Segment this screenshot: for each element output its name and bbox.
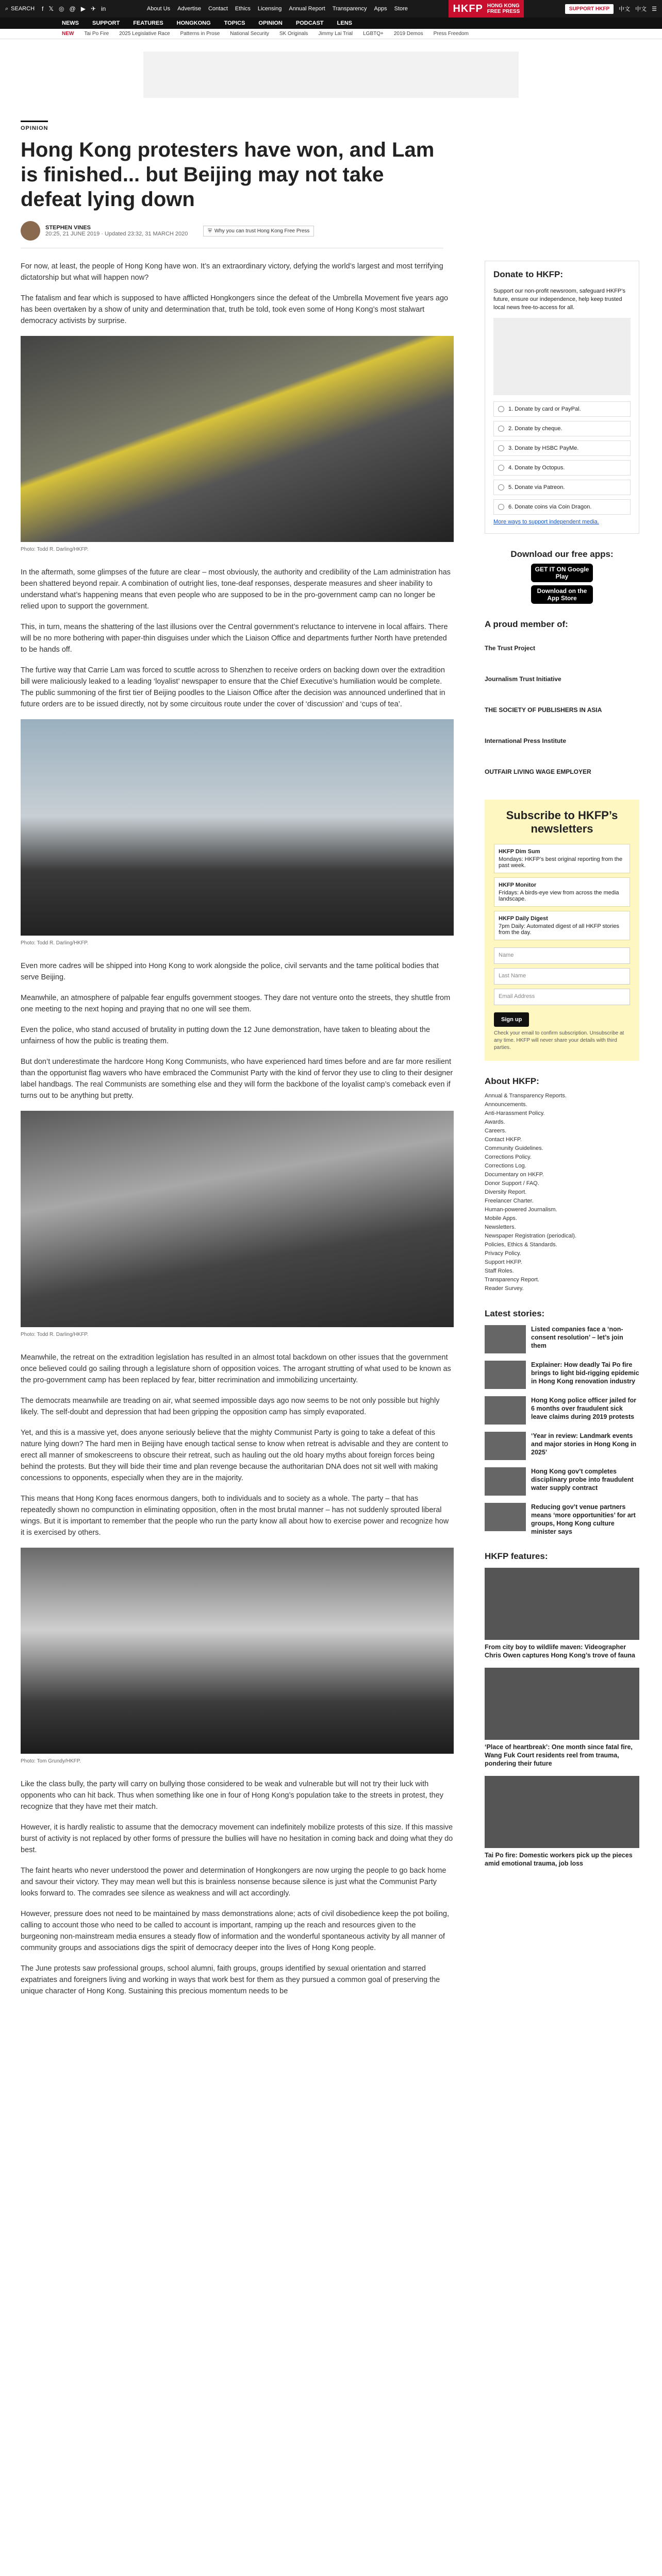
feature-image: [485, 1668, 639, 1740]
features-block: [485, 1551, 639, 1868]
search-icon: ⌕: [5, 5, 9, 12]
nav-item[interactable]: PODCAST: [295, 20, 324, 26]
radio-button[interactable]: [498, 484, 504, 490]
support-hkfp-button[interactable]: SUPPORT HKFP: [565, 4, 614, 14]
story-title: Hong Kong police officer jailed for 6 months over fraudulent sick leave claims during 2019 protests: [531, 1397, 637, 1420]
site-logo[interactable]: HKFP HONG KONG FREE PRESS: [449, 0, 524, 18]
radio-button[interactable]: [498, 465, 504, 471]
youtube-icon[interactable]: ▶: [80, 5, 86, 12]
newsletter-name: HKFP Monitor: [499, 882, 537, 888]
article-paragraph: But don’t underestimate the hardcore Hong Kong Communists, who have experienced hard times before and are far more resilient than the opportunist flag wavers who have embraced the Communist Party with the kind of fervor they use to cling to their designer label handbags. The real Communists are something else and they will form the backbone of the loyalist camp’s comeback even if turns out to be anything but pretty.: [21, 1058, 453, 1100]
photo-caption-4: Photo: Tom Grundy/HKFP.: [21, 1758, 81, 1764]
ticker-item[interactable]: Tai Po Fire: [84, 31, 109, 37]
latest-block: [485, 1309, 639, 1536]
latest-story[interactable]: [485, 1325, 639, 1353]
story-thumbnail: [485, 1432, 526, 1460]
apps-block: [485, 549, 639, 604]
top-link[interactable]: About Us: [146, 6, 171, 12]
top-link[interactable]: Store: [394, 6, 408, 12]
newsletter-desc: Fridays: A birds-eye view from across the media landscape.: [499, 890, 619, 902]
nav-item[interactable]: NEWS: [62, 20, 79, 26]
article-paragraph: The June protests saw professional groups, school alumni, faith groups, groups identified by sexual orientation and starred expatriates and foreigners living and working in ways that work best for them as they pursued a common goal of preserving the unique character of Hong Kong. Sustaining this precious momentum needs to be: [21, 1964, 440, 1995]
logo-line-1: HONG KONG: [487, 3, 520, 9]
article-photo-2: [21, 719, 454, 936]
donate-option-label: 3. Donate by HSBC PayMe.: [508, 445, 579, 451]
article-paragraph: Meanwhile, the retreat on the extradition legislation has resulted in an almost total backdown on other issues that the government once believed could go sailing through a legislature shorn of opposition voices. The arrogant strutting of what used to be known as the pro-government camp has been replaced by fear, bitter recrimination and immobilizing uncertainty.: [21, 1353, 451, 1384]
newsletter-option[interactable]: [494, 877, 630, 907]
newsletter-desc: Mondays: HKFP’s best original reporting from the past week.: [499, 856, 623, 869]
feature-story[interactable]: [485, 1776, 639, 1868]
topic-ticker: [0, 29, 662, 39]
article-title: Hong Kong protesters have won, and Lam is finished... but Beijing may not take defeat lying down: [21, 139, 435, 211]
nav-item[interactable]: HONGKONG: [176, 20, 211, 26]
ticker-item[interactable]: National Security: [230, 31, 269, 37]
social-links: [42, 5, 106, 12]
donate-option-label: 2. Donate by cheque.: [508, 426, 562, 432]
article-body: [21, 261, 454, 2006]
top-link[interactable]: Licensing: [257, 6, 282, 12]
story-title: Explainer: How deadly Tai Po fire brings to light bid-rigging epidemic in Hong Kong renovation industry: [531, 1361, 639, 1385]
section-label[interactable]: OPINION: [21, 121, 48, 131]
donate-option[interactable]: [493, 499, 631, 515]
article-paragraph: Even the police, who stand accused of brutality in putting down the 12 June demonstration, have taken to bleating about the unfairness of how the public is treating them.: [21, 1026, 431, 1045]
donate-option[interactable]: [493, 421, 631, 436]
latest-story[interactable]: [485, 1467, 639, 1496]
partner-logo[interactable]: The Trust Project: [485, 645, 536, 652]
main-nav: [0, 18, 662, 29]
top-link[interactable]: Transparency: [332, 6, 367, 12]
facebook-icon[interactable]: f: [42, 5, 44, 12]
shield-icon: ⛨: [208, 228, 212, 234]
menu-icon[interactable]: ☰: [652, 6, 657, 12]
top-link[interactable]: Ethics: [235, 6, 251, 12]
donate-option-label: 5. Donate via Patreon.: [508, 484, 565, 490]
top-link[interactable]: Advertise: [177, 6, 201, 12]
about-link[interactable]: Human-powered Journalism.: [485, 1207, 557, 1213]
about-link[interactable]: Mobile Apps.: [485, 1215, 517, 1222]
donate-option-label: 1. Donate by card or PayPal.: [508, 406, 581, 412]
ticker-item[interactable]: SK Originals: [279, 31, 308, 37]
story-title: Reducing gov’t venue partners means ‘more opportunities’ for art groups, Hong Kong culture minister says: [531, 1503, 636, 1535]
top-links: [147, 6, 408, 12]
article-paragraph: For now, at least, the people of Hong Kong have won. It’s an extraordinary victory, defying the world’s largest and most terrifying dictatorship but what will happen now?: [21, 262, 443, 282]
article-paragraph: This, in turn, means the shattering of the last illusions over the Central government’s reluctance to intervene in local affairs. There will be no more bothering with paper-thin disguises under which the Liaison Office and departments further North have pretended to be hands off.: [21, 623, 448, 654]
publish-date: 20:25, 21 JUNE 2019 · Updated 23:32, 31 MARCH 2020: [45, 231, 188, 237]
partner-logo[interactable]: THE SOCIETY OF PUBLISHERS IN ASIA: [485, 706, 602, 714]
zh-link[interactable]: 中文: [635, 6, 647, 12]
donate-text[interactable]: Support our non-profit newsroom, safeguard HKFP’s future, ensure our independence, help keep trusted local news free-to-access for all.: [493, 288, 625, 311]
top-link[interactable]: Contact: [208, 6, 228, 12]
ticker-item[interactable]: Press Freedom: [433, 31, 469, 37]
ticker-item[interactable]: 2025 Legislative Race: [119, 31, 170, 37]
article-photo-3: [21, 1111, 454, 1327]
about-link[interactable]: Privacy Policy.: [485, 1250, 521, 1257]
feature-image: [485, 1776, 639, 1848]
donate-option-label: 6. Donate coins via Coin Dragon.: [508, 504, 592, 510]
app-store-badge[interactable]: Download on the App Store: [531, 585, 593, 604]
radio-button[interactable]: [498, 445, 504, 451]
story-thumbnail: [485, 1396, 526, 1425]
members-title: A proud member of:: [485, 619, 568, 629]
donate-option[interactable]: [493, 460, 631, 476]
top-link[interactable]: Apps: [374, 6, 387, 12]
article-paragraph: Even more cadres will be shipped into Hong Kong to work alongside the police, civil servants and the tame political bodies that serve Beijing.: [21, 962, 439, 981]
feature-image: [485, 1568, 639, 1640]
article-paragraph: Meanwhile, an atmosphere of palpable fear engulfs government stooges. They dare not venture onto the streets, they shuttle from one meeting to the next hoping and praying that no one will see them.: [21, 994, 451, 1013]
newsletter-desc: 7pm Daily: Automated digest of all HKFP stories from the day.: [499, 923, 619, 936]
newsletter-name: HKFP Dim Sum: [499, 849, 540, 855]
radio-button[interactable]: [498, 406, 504, 412]
ticker-item[interactable]: LGBTQ+: [363, 31, 384, 37]
radio-button[interactable]: [498, 426, 504, 432]
about-link[interactable]: Community Guidelines.: [485, 1145, 543, 1151]
google-play-badge[interactable]: GET IT ON Google Play: [531, 564, 593, 582]
about-link[interactable]: Support HKFP.: [485, 1259, 522, 1265]
byline: [21, 221, 443, 248]
article-paragraph: Yet, and this is a massive yet, does anyone seriously believe that the mighty Communist Party is going to take a defeat of this nature lying down? The hard men in Beijing have enough tactical sense to know when retreat is advisable and they are content to erect all manner of smokescreens to obscure their retreat, such as hauling out the old hoary myths about foreign forces being behind the protests. But they will bide their time and plan revenge because the authoritarian DNA does not sit well with making concessions to opponents, especially when they are in the majority.: [21, 1429, 449, 1482]
donate-option-label: 4. Donate by Octopus.: [508, 465, 565, 471]
photo-caption-2: Photo: Todd R. Darling/HKFP.: [21, 940, 89, 946]
ad-banner[interactable]: [143, 52, 519, 98]
story-thumbnail: [485, 1325, 526, 1353]
article-photo-4: [21, 1548, 454, 1754]
story-thumbnail: [485, 1361, 526, 1389]
article-paragraph: This means that Hong Kong faces enormous dangers, both to individuals and to society as a whole. The party – that has repeatedly shown no compunction in eliminating opposition, often in the most brutal manner – has not suddenly sprouted liberal wings. But it is important to remember that the people who run the party know all about how to exercise power and recognize how it is exercised by others.: [21, 1495, 449, 1537]
article-paragraph: The furtive way that Carrie Lam was forced to scuttle across to Shenzhen to receive orders on backing down over the extradition bill were maliciously leaked to a leading ‘loyalist’ newspaper to ensure that the Chief Executive’s humiliation would be complete. The public summoning of the first tier of Beijing poodles to the Liaison Office after the decision was announced underlined that in future orders are to be issued directly, not by some circuitous route under the cover of ‘discussion’ and ‘cups of tea’.: [21, 666, 445, 708]
article-paragraph: In the aftermath, some glimpses of the future are clear – most obviously, the authority and credibility of the Lam administration has been shattered beyond repair. A combination of outright lies, tone-deaf responses, desperate measures and sheer inability to understand what’s happening means that even people who are supposed to be in the pro-government camp can no longer be relied upon to support the government.: [21, 568, 451, 611]
newsletter-option[interactable]: [494, 911, 630, 940]
newsletter-option[interactable]: [494, 844, 630, 873]
about-link[interactable]: Corrections Log.: [485, 1163, 526, 1169]
newsletter-input[interactable]: Last Name: [494, 968, 630, 985]
donate-option[interactable]: [493, 440, 631, 456]
more-ways-link[interactable]: More ways to support independent media.: [493, 519, 599, 525]
about-link[interactable]: Careers.: [485, 1128, 507, 1134]
telegram-icon[interactable]: ✈: [90, 5, 96, 12]
logo-line-2: FREE PRESS: [487, 9, 520, 14]
story-title: ‘Year in review: Landmark events and major stories in Hong Kong in 2025’: [531, 1432, 637, 1456]
about-link[interactable]: Contact HKFP.: [485, 1137, 522, 1143]
linkedin-icon[interactable]: in: [101, 5, 106, 12]
latest-story[interactable]: [485, 1432, 639, 1460]
story-title: Listed companies face a ‘non-consent resolution’ – let’s join them: [531, 1326, 623, 1349]
features-title: HKFP features:: [485, 1551, 548, 1561]
about-link[interactable]: Staff Roles.: [485, 1268, 514, 1274]
top-link[interactable]: Annual Report: [289, 6, 325, 12]
story-thumbnail: [485, 1503, 526, 1531]
ticker-item[interactable]: 2019 Demos: [393, 31, 423, 37]
nav-item[interactable]: FEATURES: [133, 20, 163, 26]
partner-logo[interactable]: Journalism Trust Initiative: [485, 675, 561, 683]
top-bar: [0, 0, 662, 18]
donate-option[interactable]: [493, 401, 631, 417]
latest-story[interactable]: [485, 1396, 639, 1425]
article-paragraph: However, it is hardly realistic to assume that the democracy movement can indefinitely mobilize protests of this size. If this massive burst of activity is not replaced by other forms of pressure the bullies will have no hesitation in coming back and doing what they do best.: [21, 1823, 453, 1854]
donate-option[interactable]: [493, 480, 631, 495]
about-link[interactable]: Newspaper Registration (periodical).: [485, 1233, 576, 1239]
about-link[interactable]: Anti-Harassment Policy.: [485, 1110, 545, 1116]
about-link[interactable]: Freelancer Charter.: [485, 1198, 534, 1204]
feature-story[interactable]: [485, 1568, 639, 1659]
language-switch[interactable]: 中文: [619, 6, 631, 12]
story-thumbnail: [485, 1467, 526, 1496]
signup-button[interactable]: Sign up: [494, 1012, 529, 1027]
article-paragraph: Like the class bully, the party will carry on bullying those considered to be weak and vulnerable but will not try their luck with opponents who can hit back. Thus when something like one in four of Hong Kong’s population take to the streets in protest, they recognize that they have met their match.: [21, 1780, 444, 1811]
feature-title: Tai Po fire: Domestic workers pick up the pieces amid emotional trauma, job loss: [485, 1852, 633, 1867]
feature-title: ‘Place of heartbreak’: One month since fatal fire, Wang Fuk Court residents reel from trauma, pondering their future: [485, 1743, 633, 1767]
about-link[interactable]: Transparency Report.: [485, 1277, 539, 1283]
about-link[interactable]: Donor Support / FAQ.: [485, 1180, 539, 1187]
ticker-item[interactable]: Jimmy Lai Trial: [318, 31, 353, 37]
ticker-item[interactable]: Patterns in Prose: [180, 31, 220, 37]
instagram-icon[interactable]: ◎: [59, 5, 64, 12]
newsletter-box: [485, 800, 639, 1061]
about-link[interactable]: Announcements.: [485, 1101, 527, 1108]
twitter-icon[interactable]: 𝕏: [48, 5, 54, 12]
about-link[interactable]: Documentary on HKFP.: [485, 1172, 544, 1178]
about-title: About HKFP:: [485, 1076, 539, 1086]
article-paragraph: The democrats meanwhile are treading on air, what seemed impossible days ago now seems to be not only possible but highly likely. The self-doubt and depression that had been gripping the opposition camp has simply evaporated.: [21, 1397, 440, 1416]
latest-story[interactable]: [485, 1361, 639, 1389]
newsletter-input[interactable]: Email Address: [494, 989, 630, 1005]
photo-caption-3: Photo: Todd R. Darling/HKFP.: [21, 1332, 89, 1337]
article-photo-1: [21, 336, 454, 542]
nav-item[interactable]: SUPPORT: [92, 20, 120, 26]
about-link[interactable]: Annual & Transparency Reports.: [485, 1093, 567, 1099]
about-link[interactable]: Policies, Ethics & Standards.: [485, 1242, 557, 1248]
donate-image: [493, 318, 631, 395]
partner-logo[interactable]: OUTFAIR LIVING WAGE EMPLOYER: [485, 768, 591, 775]
about-link[interactable]: Awards.: [485, 1119, 505, 1125]
newsletter-title: Subscribe to HKFP’s newsletters: [506, 809, 618, 835]
newsletter-input[interactable]: Name: [494, 947, 630, 964]
about-link[interactable]: Diversity Report.: [485, 1189, 527, 1195]
article-paragraph: The fatalism and fear which is supposed to have afflicted Hongkongers since the defeat of the Umbrella Movement five years ago has been overtaken by a show of unity and determination that, truth be told, took even some of Hong Kong’s most stalwart democracy activists by surprise.: [21, 294, 449, 325]
threads-icon[interactable]: @: [69, 5, 76, 12]
newsletter-note: Check your email to confirm subscription. Unsubscribe at any time. HKFP will never share your details with third parties.: [494, 1030, 624, 1050]
donate-box: [485, 261, 639, 534]
donate-title: Donate to HKFP:: [493, 269, 564, 279]
about-link[interactable]: Newsletters.: [485, 1224, 516, 1230]
article-paragraph: However, pressure does not need to be maintained by mass demonstrations alone; acts of civil disobedience keep the pot boiling, calling to account those who need to be called to account is important, ramping up the reach and resources given to the burgeoning non-mainstream media ensures a steady flow of information and the wonderful spontaneous activity by all manner of community groups and associations digs the spirit of democracy deeper into the lives of Hong Kong people.: [21, 1910, 450, 1952]
latest-title: Latest stories:: [485, 1309, 545, 1318]
nav-item[interactable]: TOPICS: [224, 20, 245, 26]
latest-story[interactable]: [485, 1503, 639, 1536]
about-link[interactable]: Reader Survey.: [485, 1285, 524, 1292]
search-button[interactable]: ⌕ SEARCH: [5, 5, 35, 12]
story-title: Hong Kong gov’t completes disciplinary probe into fraudulent water supply contract: [531, 1468, 634, 1492]
members-block: [485, 619, 639, 784]
feature-story[interactable]: [485, 1668, 639, 1768]
about-block: [485, 1076, 639, 1293]
author-avatar[interactable]: [21, 221, 40, 241]
trust-link[interactable]: ⛨ Why you can trust Hong Kong Free Press: [203, 226, 314, 236]
partner-logo[interactable]: International Press Institute: [485, 737, 567, 744]
about-link[interactable]: Corrections Policy.: [485, 1154, 532, 1160]
sidebar: [485, 261, 639, 2006]
apps-title: Download our free apps:: [510, 549, 614, 559]
article-paragraph: The faint hearts who never understood the power and determination of Hongkongers are now urging the people to go back home and savour their victory. They may mean well but this is brainless nonsense because silence is just what the Communist Party looks forward to. The comrades see silence as weakness and will act accordingly.: [21, 1867, 446, 1897]
newsletter-name: HKFP Daily Digest: [499, 916, 548, 922]
nav-item[interactable]: OPINION: [258, 20, 283, 26]
photo-caption-1: Photo: Todd R. Darling/HKFP.: [21, 547, 89, 552]
ticker-new-label: NEW: [62, 31, 74, 37]
author-name[interactable]: STEPHEN VINES: [45, 225, 91, 231]
feature-title: From city boy to wildlife maven: Videographer Chris Owen captures Hong Kong’s trove of fauna: [485, 1643, 635, 1659]
radio-button[interactable]: [498, 504, 504, 510]
nav-item[interactable]: LENS: [337, 20, 352, 26]
